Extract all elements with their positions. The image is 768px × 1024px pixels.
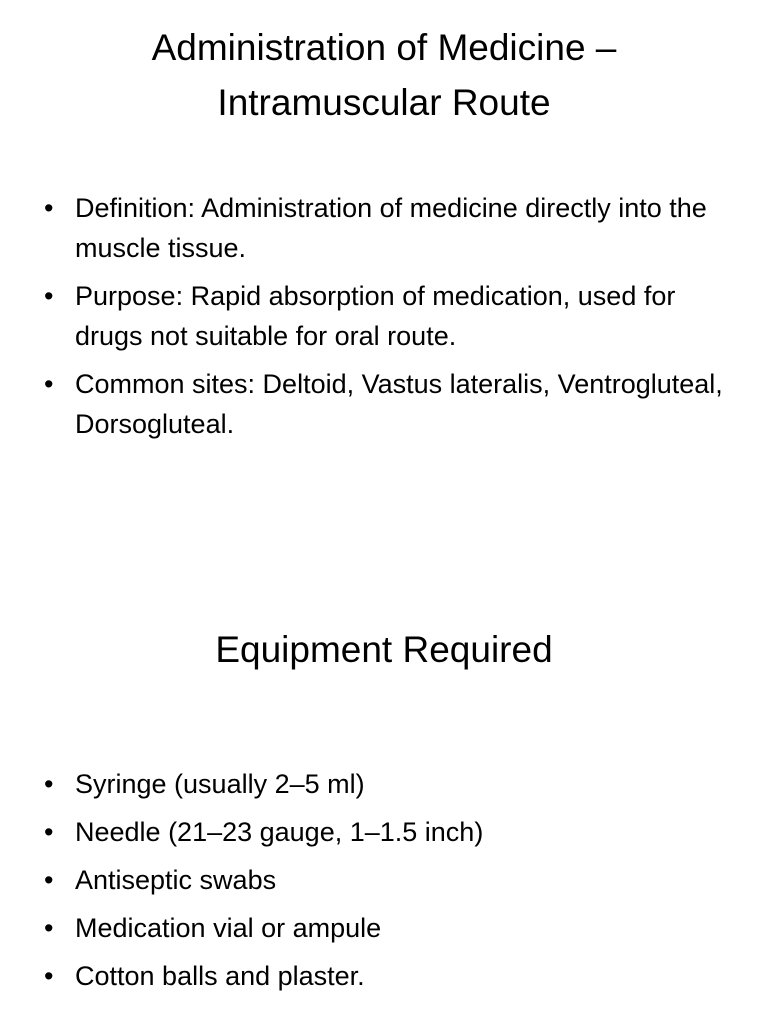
list-item-text: Needle (21–23 gauge, 1–1.5 inch) xyxy=(75,817,484,847)
bullet-list xyxy=(42,764,732,1004)
list-item xyxy=(42,188,732,268)
list-item-text: Definition: Administration of medicine directly into the muscle tissue. xyxy=(75,193,707,263)
bullet-list xyxy=(42,188,732,452)
slide-title: Equipment Required xyxy=(215,629,553,670)
list-item-text: Syringe (usually 2–5 ml) xyxy=(75,769,365,799)
list-item xyxy=(42,364,732,444)
list-item-text: Common sites: Deltoid, Vastus lateralis, Ventrogluteal, Dorsogluteal. xyxy=(75,369,723,439)
list-item-text: Cotton balls and plaster. xyxy=(75,961,365,991)
list-item-text: Purpose: Rapid absorption of medication, used for drugs not suitable for oral route. xyxy=(75,281,676,351)
list-item xyxy=(42,764,732,804)
list-item-text: Antiseptic swabs xyxy=(75,865,277,895)
list-item xyxy=(42,956,732,996)
slide-equipment xyxy=(0,512,768,1024)
slide-title: Administration of Medicine – Intramuscular Route xyxy=(151,27,617,123)
list-item xyxy=(42,276,732,356)
list-item xyxy=(42,860,732,900)
list-item-text: Medication vial or ampule xyxy=(75,913,382,943)
list-item xyxy=(42,908,732,948)
list-item xyxy=(42,812,732,852)
